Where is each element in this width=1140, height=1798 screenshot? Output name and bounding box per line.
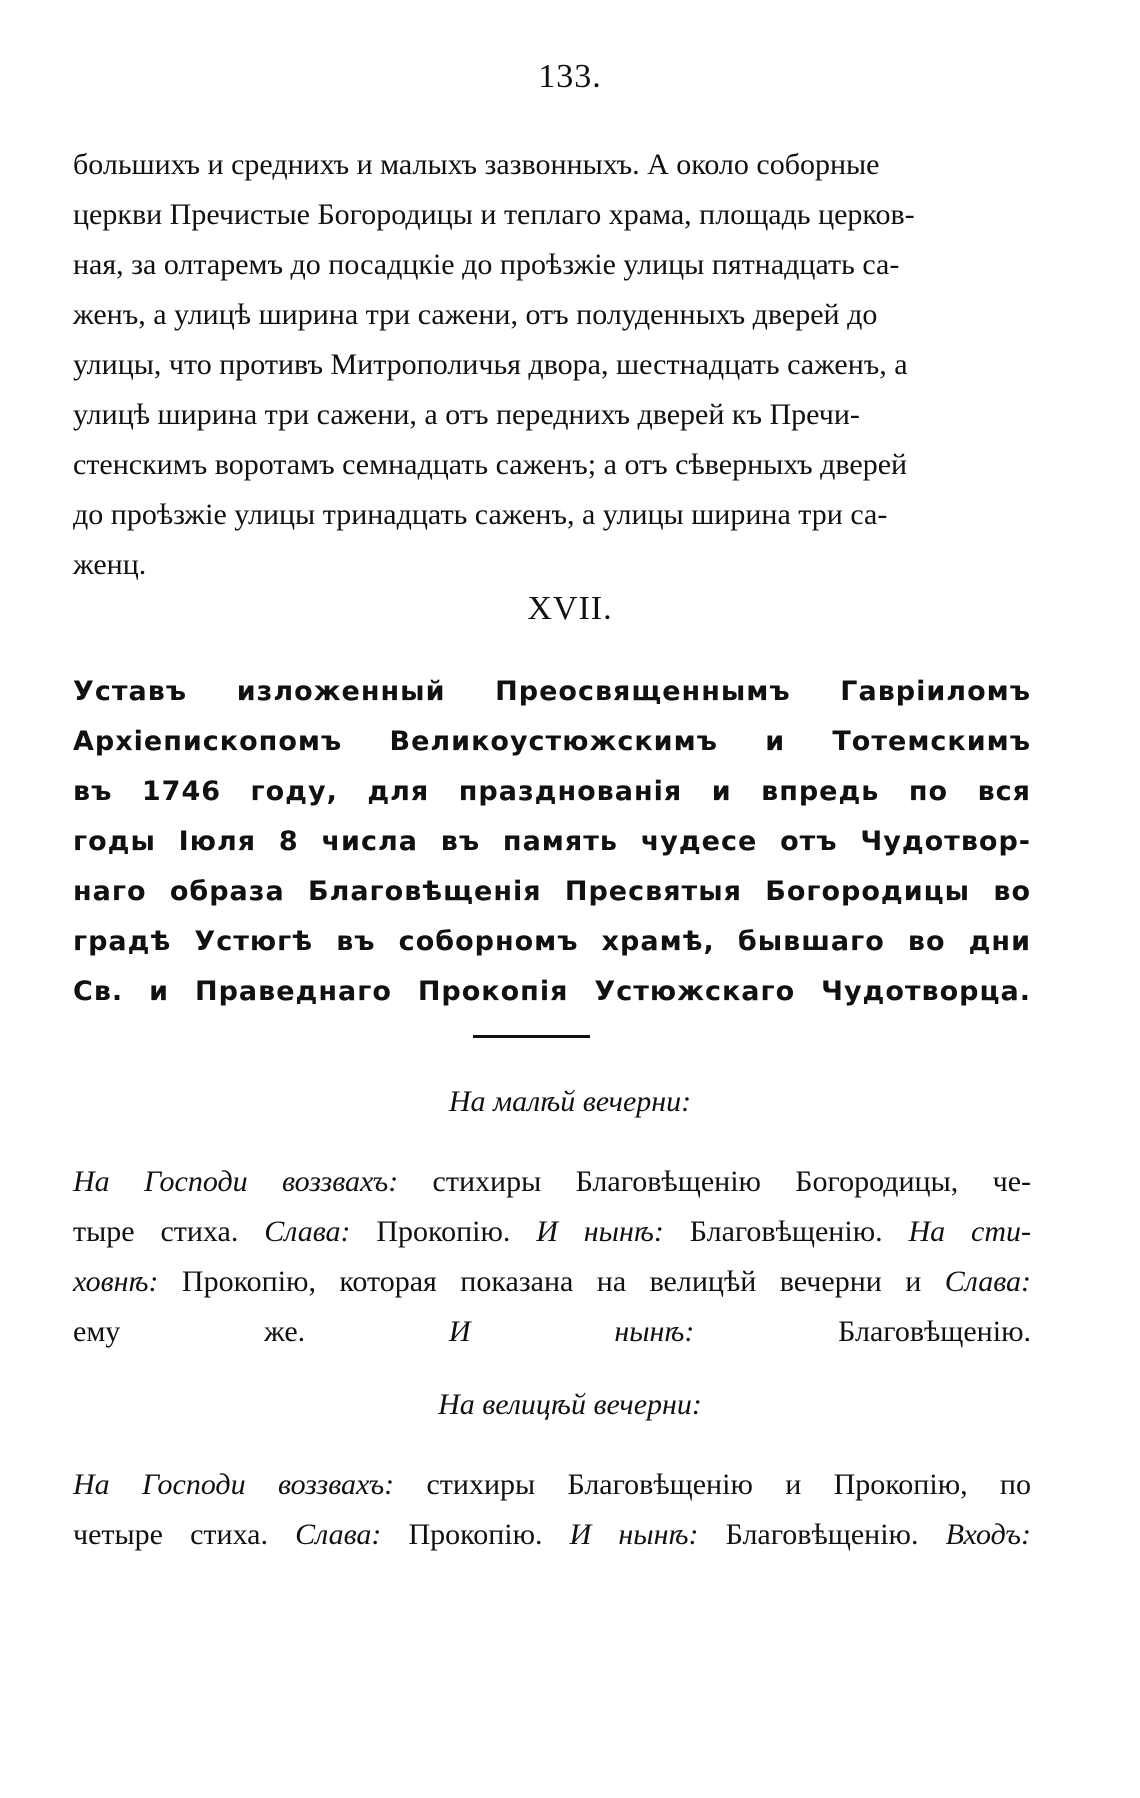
text-line [73, 1460, 1031, 1510]
text-run: Благовѣщенію. [663, 1215, 909, 1248]
text-line: церкви Пречистые Богородицы и теплаго храма, площадь церков- [73, 198, 915, 231]
title-line: Св. и Праведнаго Прокопія Устюжскаго Чудотворца. [73, 976, 1031, 1007]
text-line: до проѣзжіе улицы тринадцать саженъ, а улицы ширина три са- [73, 498, 888, 531]
title-line: Уставъ изложенный Преосвященнымъ Гавріиломъ [73, 676, 1031, 707]
title-line: наго образа Благовѣщенія Пресвятыя Богородицы во [73, 876, 1031, 907]
text-line [73, 1257, 1031, 1307]
text-line: ная, за олтаремъ до посадцкіе до проѣзжіе улицы пятнадцать са- [73, 248, 900, 281]
text-line [73, 1510, 1031, 1560]
section-number: XVII. [527, 590, 613, 627]
text-line: улицы, что противъ Митрополичья двора, шестнадцать саженъ, а [73, 348, 908, 381]
text-line: большихъ и среднихъ и малыхъ зазвонныхъ. А около соборные [73, 148, 880, 181]
text-run: Прокопію. [350, 1215, 537, 1248]
paragraph-3 [73, 1460, 1031, 1560]
text-run: Благовѣщенію. [694, 1315, 1031, 1348]
subheading-small-vespers: На малѣй вечерни: [448, 1085, 692, 1118]
text-run: Прокопію. [381, 1518, 570, 1551]
text-run: Слава: [944, 1265, 1031, 1298]
text-run: Слава: [295, 1518, 382, 1551]
paragraph-2 [73, 1157, 1031, 1357]
text-run: И нынѣ: [569, 1518, 699, 1551]
subheading-great-vespers: На велицѣй вечерни: [438, 1388, 702, 1421]
text-run: Входъ: [945, 1518, 1031, 1551]
text-run: Слава: [264, 1215, 351, 1248]
text-line: стенскимъ воротамъ семнадцать саженъ; а отъ сѣверныхъ дверей [73, 448, 908, 481]
text-run: На Господи воззвахъ: [73, 1165, 399, 1198]
title-line: въ 1746 году, для празднованія и впредь по вся [73, 776, 1031, 807]
text-line: женъ, а улицѣ ширина три сажени, отъ полуденныхъ дверей до [73, 298, 878, 331]
text-run: На сти- [908, 1215, 1031, 1248]
title-line: градѣ Устюгѣ въ соборномъ храмѣ, бывшаго во дни [73, 926, 1031, 957]
text-run: На Господи воззвахъ: [73, 1468, 395, 1501]
text-run: ховнѣ: [73, 1265, 159, 1298]
text-run: Прокопію, которая показана на велицѣй вечерни и [158, 1265, 945, 1298]
page-number: 133. [538, 58, 602, 95]
text-line [73, 1307, 1031, 1357]
text-run: стихиры Благовѣщенію Богородицы, че- [398, 1165, 1031, 1198]
text-run: стихиры Благовѣщенію и Прокопію, по [394, 1468, 1031, 1501]
text-run: тыре стиха. [73, 1215, 265, 1248]
text-run: И нынѣ: [448, 1315, 695, 1348]
section-title [73, 667, 1031, 1017]
title-line: годы Іюля 8 числа въ память чудесе отъ Чудотвор- [73, 826, 1031, 857]
title-line: Архіепископомъ Великоустюжскимъ и Тотемскимъ [73, 726, 1031, 757]
text-run: Благовѣщенію. [698, 1518, 946, 1551]
text-run: ему же. [73, 1315, 449, 1348]
text-line: женц. [73, 548, 147, 581]
text-run: четыре стиха. [73, 1518, 296, 1551]
text-run: И нынѣ: [536, 1215, 664, 1248]
text-line: улицѣ ширина три сажени, а отъ переднихъ дверей къ Пречи- [73, 398, 860, 431]
text-line [73, 1207, 1031, 1257]
paragraph-1 [73, 140, 1031, 590]
divider-rule [473, 1035, 590, 1038]
text-line [73, 1157, 1031, 1207]
